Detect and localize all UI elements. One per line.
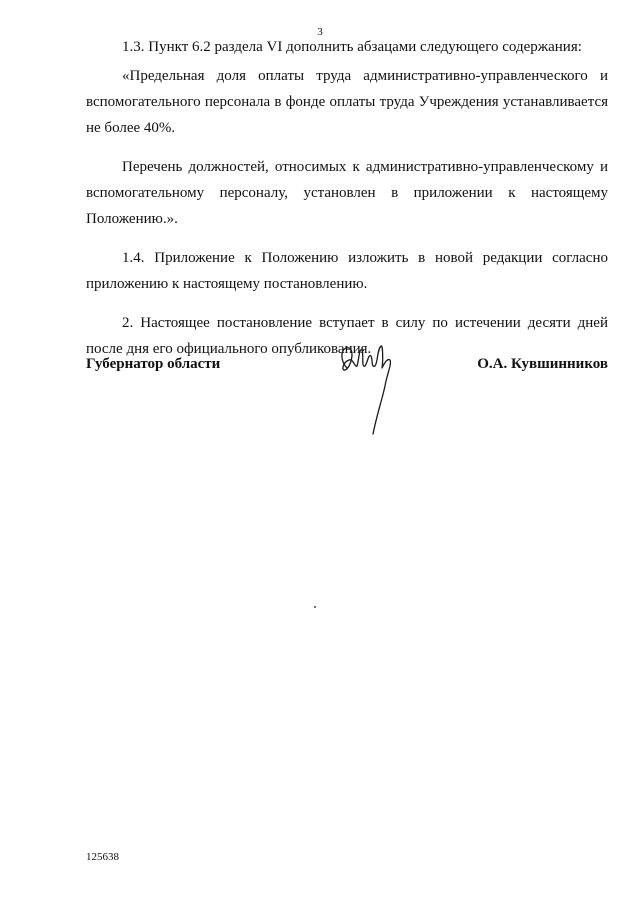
signatory-name: О.А. Кувшинников xyxy=(477,356,608,372)
paragraph-1-3: 1.3. Пункт 6.2 раздела VI дополнить абзацами следующего содержания: xyxy=(122,39,582,55)
paragraph-quote-share: «Предельная доля оплаты труда административно-управленческого и вспомогательного персонала в фонде оплаты труда Учреждения устанавливается не более 40%. xyxy=(86,68,608,136)
paragraph-positions-list: Перечень должностей, относимых к административно-управленческому и вспомогательному персоналу, установлен в приложении к настоящему Положению.». xyxy=(86,159,608,227)
document-body xyxy=(86,34,608,375)
handwritten-signature xyxy=(335,338,415,438)
paragraph-2: 2. Настоящее постановление вступает в силу по истечении десяти дней после дня его официального опубликования. xyxy=(86,315,608,357)
paragraph-1-4: 1.4. Приложение к Положению изложить в новой редакции согласно приложению к настоящему постановлению. xyxy=(86,250,608,292)
stray-mark xyxy=(314,606,316,608)
page-number: 3 xyxy=(317,26,323,38)
signatory-position: Губернатор области xyxy=(86,356,221,372)
document-code: 125638 xyxy=(86,851,119,863)
